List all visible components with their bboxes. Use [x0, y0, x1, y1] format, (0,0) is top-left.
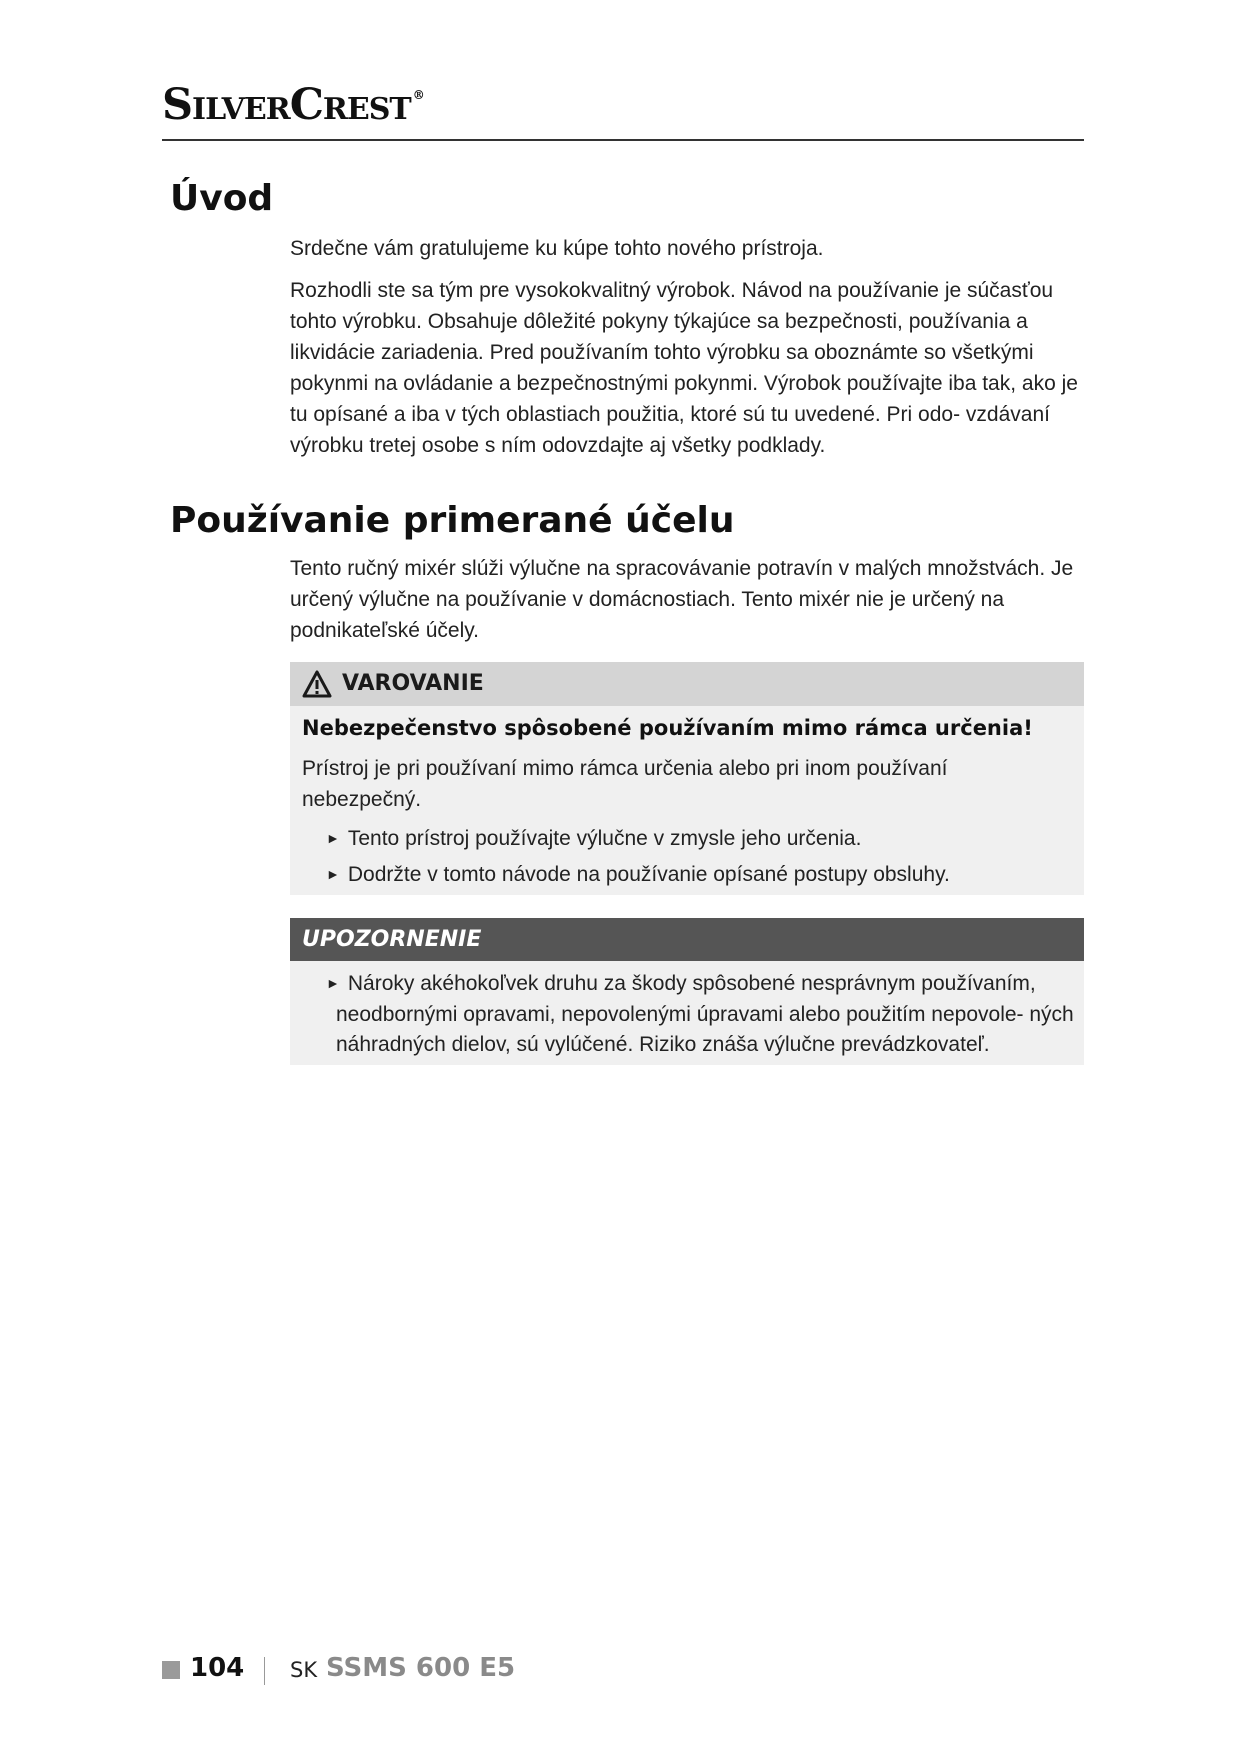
model-number: SSMS 600 E5: [326, 1653, 516, 1683]
warning-bullet: [326, 823, 1066, 856]
note-bullet: [326, 969, 1088, 1060]
warning-bullet-text: Tento prístroj používajte výlučne v zmysle jeho určenia.: [347, 827, 862, 850]
warning-title: VAROVANIE: [342, 671, 484, 696]
brand-name: SilverCrest: [162, 80, 411, 130]
intro-body: Rozhodli ste sa tým pre vysokokvalitný výrobok. Návod na používanie je súčasťou tohto výrobku. Obsahuje dôležité pokyny týkajúce sa bezpečnosti, používania a likvidácie zariadenia. Pred používaním tohto výrobku sa oboznámte so všetkými pokynmi na ovládanie a bezpečnostnými pokynmi. Výrobok používajte iba tak, ako je tu opísané a iba v tých oblastiach použitia, ktoré sú tu uvedené. Pri odo- vzdávaní výrobku tretej osobe s ním odovzdajte aj všetky podklady.: [290, 279, 1078, 457]
header-divider: [162, 139, 1084, 141]
note-header: [290, 918, 1084, 961]
warning-description: Prístroj je pri používaní mimo rámca určenia alebo pri inom používaní nebezpečný.: [302, 757, 948, 811]
brand-logo: [162, 80, 424, 130]
note-bullet-text: Nároky akéhokoľvek druhu za škody spôsobené nesprávnym používaním, neodbornými opravami, nepovolenými úpravami alebo použitím nepovole- ných náhradných dielov, sú vylúčené. Riziko znáša výlučne prevádzkovateľ.: [336, 972, 1074, 1056]
footer-divider: [264, 1657, 265, 1685]
section-title-usage: Používanie primerané účelu: [170, 500, 735, 541]
warning-subtitle: Nebezpečenstvo spôsobené používaním mimo rámca určenia!: [302, 716, 1033, 740]
warning-bullet: [326, 859, 1066, 892]
language-code: SK: [290, 1658, 318, 1682]
warning-header: [290, 662, 1084, 706]
bullet-arrow-icon: ►: [326, 830, 340, 846]
footer-marker: [162, 1661, 180, 1679]
bullet-arrow-icon: ►: [326, 975, 340, 991]
intro-greeting: Srdečne vám gratulujeme ku kúpe tohto nového prístroja.: [290, 237, 824, 260]
note-title: UPOZORNENIE: [302, 927, 482, 952]
page-number: 104: [190, 1653, 245, 1683]
section-title-intro: Úvod: [170, 178, 274, 219]
warning-bullet-text: Dodržte v tomto návode na používanie opísané postupy obsluhy.: [347, 863, 950, 886]
bullet-arrow-icon: ►: [326, 866, 340, 882]
registered-mark: ®: [412, 88, 424, 102]
usage-body: Tento ručný mixér slúži výlučne na spracovávanie potravín v malých množstvách. Je určený výlučne na používanie v domácnostiach. Tento mixér nie je určený na podnikateľské účely.: [290, 557, 1074, 642]
warning-triangle-icon: [302, 670, 332, 698]
